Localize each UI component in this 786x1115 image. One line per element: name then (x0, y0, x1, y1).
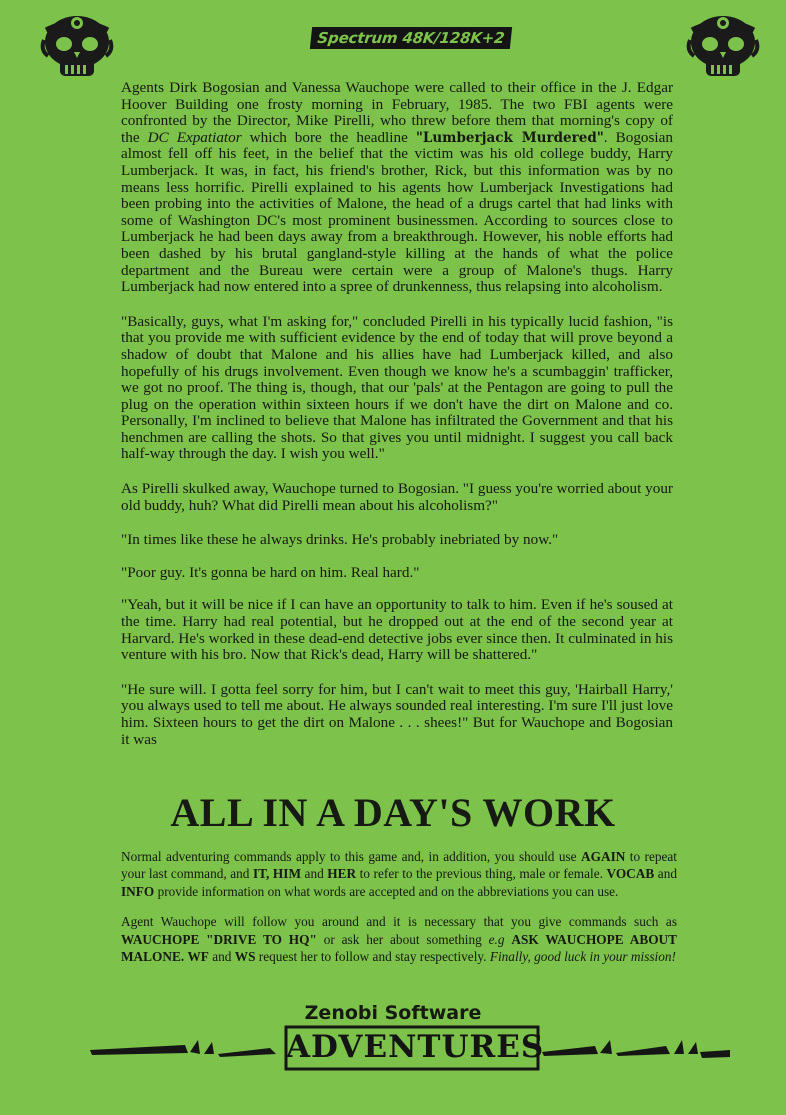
instr-text-run: and (301, 866, 328, 882)
instr-text-run: to repeat your last command, and (121, 849, 678, 882)
publisher-name: Zenobi Software (304, 1002, 482, 1024)
newspaper-headline: "Lumberjack Murdered" (415, 129, 604, 146)
story-paragraph: "Yeah, but it will be nice if I can have an opportunity to talk to him. Even if he's soused at the time. Harry had real potential, but he dropped out at the end of the second year at Harvard. He's worked in these dead-end detective jobs ever since then. It culminated in his venture with his bro. Now that Rick's dead, Harry will be shattered." (121, 596, 673, 664)
story-text (121, 80, 673, 766)
instr-text-run: provide information on what words are accepted and on the abbreviations you can use. (154, 883, 619, 899)
command-example: ASK WAUCHOPE ABOUT MALONE. (121, 931, 678, 965)
instr-text-run: or ask her about something (316, 931, 489, 947)
good-luck-note: Finally, good luck in your mission! (489, 949, 676, 965)
instr-text-run: Normal adventuring commands apply to this game and, in addition, you should use (121, 849, 582, 864)
command-keyword: INFO (121, 883, 155, 899)
story-paragraph: "Basically, guys, what I'm asking for," concluded Pirelli in his typically lucid fashion, "is that you provide me with sufficient evidence by the end of today that will prove beyond a shadow of doubt that Malone and his allies have had Lumberjack killed, and also hopefully of his drugs involvement. Even though we know he's a scumbaggin' trafficker, we got no proof. The thing is, though, that our 'pals' at the Pentagon are going to pull the plug on the operation within sixteen hours if we don't have the dirt on Malone and co. Personally, I'm inclined to believe that Malone has infiltrated the Government and that his henchmen are calling the shots. So that gives you until midnight. I suggest you call back half-way through the day. I wish you well." (121, 312, 673, 463)
story-paragraph: "Poor guy. It's gonna be hard on him. Real hard." (121, 563, 420, 581)
skull-icon (38, 10, 116, 82)
instr-text-run: request her to follow and stay respectively. (255, 949, 490, 965)
instr-text-run: and (654, 866, 677, 882)
command-keyword: AGAIN (581, 849, 626, 864)
story-text-run: Agents Dirk Bogosian and Vanessa Wauchope were called to their office in the J. Edgar Hoover Building one frosty morning in February, 1985. The two FBI agents were confronted by the Director, Mike Pirelli, who threw before them that morning's copy of the (121, 79, 673, 146)
command-keyword: WS (234, 949, 256, 965)
story-text-run: . Bogosian almost fell off his feet, in the belief that the victim was his old college buddy, Harry Lumberjack. It was, in fact, his friend's brother, Rick, but this information was by no means less horrific. Pirelli explained to his agents how Lumberjack Investigations had been probing into the activities of Malone, the head of a drugs cartel that had links with some of Washington DC's most prominent businessmen. According to sources close to Lumberjack he had been days away from a breakthrough. However, his noble efforts had been dashed by his brutal gangland-style killing at the hands of what the police department and the Bureau were certain were a group of Malone's thugs. Harry Lumberjack had now entered into a spree of drunkenness, thus relapsing into alcoholism. (121, 128, 673, 296)
story-paragraph: "In times like these he always drinks. He's probably inebriated by now." (121, 531, 559, 549)
instr-text-run: to refer to the previous thing, male or female. (356, 866, 607, 882)
skull-icon (684, 10, 762, 82)
platform-label: Spectrum 48K/128K+2 (310, 27, 512, 49)
command-example: WAUCHOPE "DRIVE TO HQ" (121, 931, 317, 947)
story-paragraph (121, 80, 673, 296)
instr-text-run: and (208, 949, 235, 965)
command-keyword: WF (187, 949, 209, 965)
story-paragraph: As Pirelli skulked away, Wauchope turned to Bogosian. "I guess you're worried about your old buddy, huh? What did Pirelli mean about his alcoholism?" (121, 480, 673, 514)
newspaper-name: DC Expatiator (147, 128, 242, 146)
instructions (121, 848, 677, 978)
command-keyword: IT, HIM (253, 866, 301, 882)
command-keyword: VOCAB (606, 866, 655, 882)
instr-text-run: e.g (488, 931, 505, 947)
story-paragraph: "He sure will. I gotta feel sorry for him, but I can't wait to meet this guy, 'Hairball Harry,' you always used to tell me about. He always sounded real interesting. I'm sure I'll just love him. Sixteen hours to get the dirt on Malone . . . shees!" But for Wauchope and Bogosian it was (121, 680, 673, 748)
instructions-paragraph (121, 848, 677, 900)
game-title: ALL IN A DAY'S WORK (170, 790, 616, 835)
story-text-run: which bore the headline (241, 128, 416, 146)
instr-text-run: Agent Wauchope will follow you around and it is necessary that you give commands such as (121, 914, 677, 930)
command-keyword: HER (327, 866, 357, 882)
adventures-logo: ADVENTURES (286, 1029, 545, 1065)
instructions-paragraph (121, 913, 677, 965)
